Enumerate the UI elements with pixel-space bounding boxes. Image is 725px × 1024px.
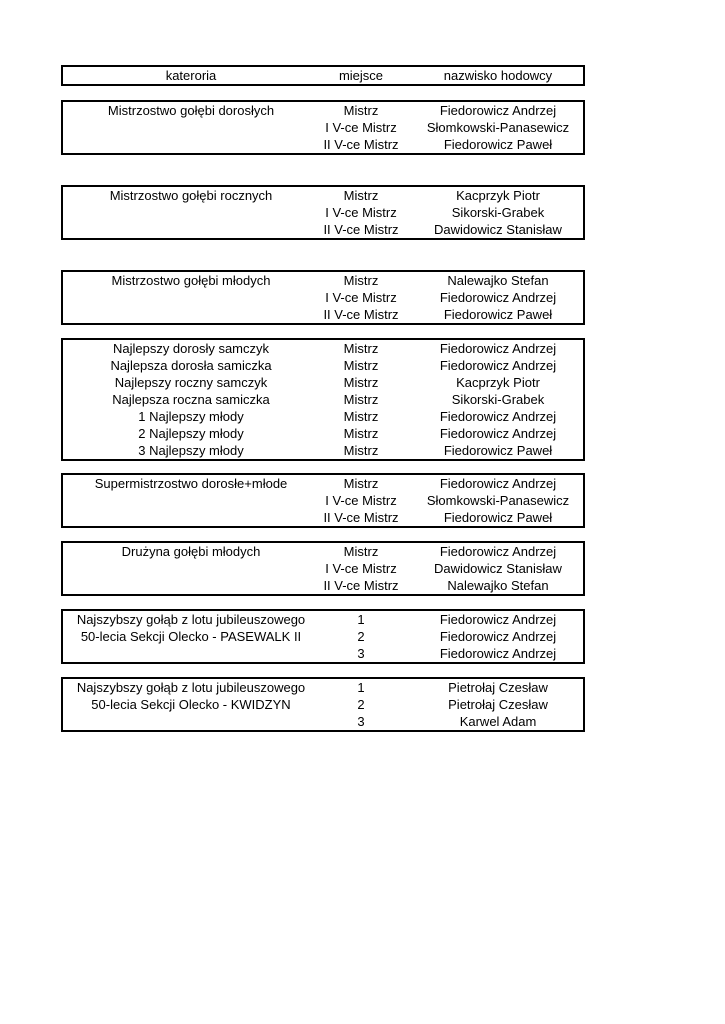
place-cell: II V-ce Mistrz [323,137,399,152]
breeder-cell: Fiedorowicz Andrzej [439,544,557,559]
breeder-cell: Fiedorowicz Andrzej [439,103,557,118]
result-row [63,187,583,204]
place-cell: Mistrz [343,426,379,441]
category-cell: Mistrzostwo gołębi młodych [111,273,271,288]
result-row [63,509,583,526]
section-yearling-championship [61,185,585,240]
section-best-birds [61,338,585,461]
place-cell: II V-ce Mistrz [323,578,399,593]
breeder-cell: Fiedorowicz Paweł [443,137,553,152]
breeder-cell: Słomkowski-Panasewicz [426,493,570,508]
breeder-cell: Nalewajko Stefan [447,273,549,288]
place-cell: II V-ce Mistrz [323,222,399,237]
place-cell: 3 [357,646,365,661]
result-row [63,645,583,662]
place-cell: 1 [357,680,365,695]
category-cell: Najszybszy gołąb z lotu jubileuszowego [76,680,306,695]
place-cell: II V-ce Mistrz [323,510,399,525]
result-row [63,696,583,713]
result-row [63,374,583,391]
breeder-cell: Słomkowski-Panasewicz [426,120,570,135]
result-row [63,577,583,594]
breeder-cell: Fiedorowicz Andrzej [439,358,557,373]
category-cell: 3 Najlepszy młody [138,443,244,458]
result-row [63,442,583,459]
place-cell: 2 [357,697,365,712]
header-box [61,65,585,86]
result-row [63,425,583,442]
header-place: miejsce [338,68,384,83]
place-cell: Mistrz [343,392,379,407]
section-super-championship [61,473,585,528]
breeder-cell: Dawidowicz Stanisław [434,561,562,576]
result-row [63,391,583,408]
place-cell: II V-ce Mistrz [323,307,399,322]
result-row [63,272,583,289]
result-row [63,306,583,323]
place-cell: Mistrz [343,273,379,288]
breeder-cell: Pietrołaj Czesław [448,697,548,712]
place-cell: I V-ce Mistrz [325,493,397,508]
breeder-cell: Fiedorowicz Paweł [443,443,553,458]
section-fastest-kwidzyn [61,677,585,732]
category-cell: Supermistrzostwo dorosłe+młode [94,476,288,491]
category-cell: Najlepsza roczna samiczka [112,392,270,407]
header-category: kateroria [165,68,217,83]
section-adult-championship [61,100,585,155]
breeder-cell: Fiedorowicz Andrzej [439,290,557,305]
breeder-cell: Dawidowicz Stanisław [434,222,562,237]
section-young-team [61,541,585,596]
breeder-cell: Karwel Adam [459,714,537,729]
category-cell: Mistrzostwo gołębi rocznych [109,188,273,203]
place-cell: Mistrz [343,544,379,559]
result-row [63,408,583,425]
place-cell: I V-ce Mistrz [325,120,397,135]
result-row [63,679,583,696]
category-cell: Najlepsza dorosła samiczka [110,358,272,373]
breeder-cell: Fiedorowicz Paweł [443,307,553,322]
place-cell: 1 [357,612,365,627]
result-row [63,136,583,153]
result-row [63,492,583,509]
place-cell: Mistrz [343,375,379,390]
result-row [63,204,583,221]
result-row [63,357,583,374]
breeder-cell: Pietrołaj Czesław [448,680,548,695]
result-row [63,221,583,238]
place-cell: 2 [357,629,365,644]
header-row [63,67,583,84]
result-row [63,713,583,730]
place-cell: Mistrz [343,103,379,118]
category-cell: Najlepszy roczny samczyk [114,375,268,390]
result-row [63,340,583,357]
result-row [63,102,583,119]
breeder-cell: Fiedorowicz Andrzej [439,646,557,661]
result-row [63,611,583,628]
place-cell: Mistrz [343,341,379,356]
place-cell: Mistrz [343,358,379,373]
breeder-cell: Fiedorowicz Andrzej [439,629,557,644]
place-cell: Mistrz [343,476,379,491]
header-breeder: nazwisko hodowcy [443,68,553,83]
place-cell: I V-ce Mistrz [325,290,397,305]
result-row [63,119,583,136]
section-young-championship [61,270,585,325]
place-cell: Mistrz [343,188,379,203]
breeder-cell: Kacprzyk Piotr [456,188,540,203]
category-cell: Drużyna gołębi młodych [121,544,261,559]
result-row [63,475,583,492]
result-row [63,560,583,577]
breeder-cell: Kacprzyk Piotr [456,375,540,390]
category-cell: Najlepszy dorosły samczyk [112,341,270,356]
category-cell: 2 Najlepszy młody [138,426,244,441]
breeder-cell: Sikorski-Grabek [451,392,545,407]
category-cell: Najszybszy gołąb z lotu jubileuszowego [76,612,306,627]
category-cell: 1 Najlepszy młody [138,409,244,424]
breeder-cell: Fiedorowicz Andrzej [439,341,557,356]
breeder-cell: Fiedorowicz Paweł [443,510,553,525]
place-cell: Mistrz [343,409,379,424]
result-row [63,628,583,645]
breeder-cell: Sikorski-Grabek [451,205,545,220]
category-cell: Mistrzostwo gołębi dorosłych [107,103,275,118]
breeder-cell: Nalewajko Stefan [447,578,549,593]
place-cell: Mistrz [343,443,379,458]
place-cell: I V-ce Mistrz [325,205,397,220]
section-fastest-pasewalk [61,609,585,664]
result-row [63,543,583,560]
breeder-cell: Fiedorowicz Andrzej [439,612,557,627]
breeder-cell: Fiedorowicz Andrzej [439,409,557,424]
breeder-cell: Fiedorowicz Andrzej [439,426,557,441]
result-row [63,289,583,306]
category-cell: 50-lecia Sekcji Olecko - PASEWALK II [80,629,302,644]
place-cell: I V-ce Mistrz [325,561,397,576]
place-cell: 3 [357,714,365,729]
breeder-cell: Fiedorowicz Andrzej [439,476,557,491]
category-cell: 50-lecia Sekcji Olecko - KWIDZYN [91,697,291,712]
